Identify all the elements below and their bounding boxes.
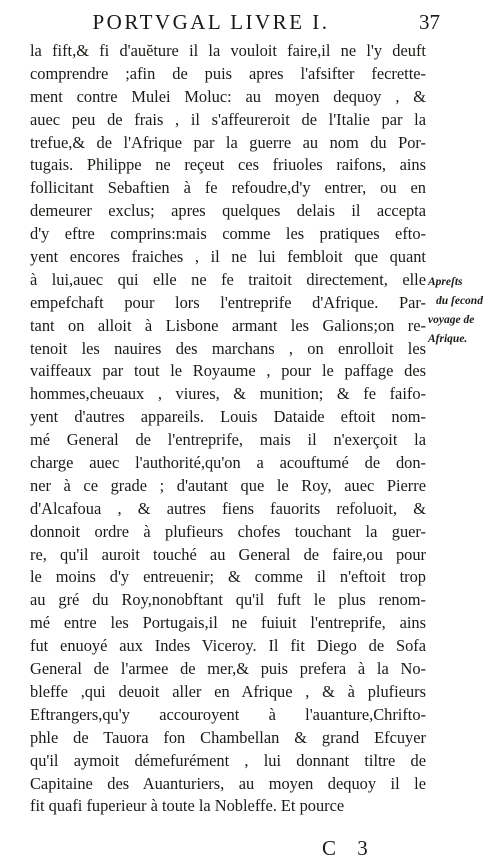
- text-line: follicitant Sebaftien à fe refoudre,d'y entrer, ou en: [30, 178, 426, 198]
- text-line: fut enuoyé aux Indes Viceroy. Il fit Diego de Sofa: [30, 636, 426, 656]
- page-number: 37: [419, 10, 440, 34]
- text-line: qu'il aymoit démefurément , lui donnant tiltre de: [30, 750, 426, 770]
- text-line: mé General de l'entreprife, mais il n'exerçoit la: [30, 430, 426, 450]
- margin-note-line: Apreſts: [428, 276, 463, 288]
- text-line: le moins d'y entreuenir; & comme il n'eftoit trop: [30, 567, 426, 587]
- text-line: la fift,& fi d'auĕture il la vouloit faire,il ne l'y deuft: [30, 41, 426, 60]
- margin-note-line: du ſecond: [436, 295, 483, 307]
- body-text: [30, 40, 426, 818]
- text-line: auec peu de frais , il s'affeureroit de l'Italie par la: [30, 109, 426, 129]
- text-line: General de l'armee de mer,& puis prefera à la No-: [30, 659, 426, 679]
- text-line: phle de Tauora fon Chambellan & grand Efcuyer: [30, 727, 426, 747]
- text-line: trefue,& de l'Afrique par la guerre au nom du Por-: [30, 132, 426, 152]
- text-line: yent encores fraiches , il ne lui fembloit que quant: [30, 247, 426, 267]
- text-line: au gré du Roy,nonobftant qu'il fuft le plus renom-: [30, 590, 426, 610]
- text-line: mé entre les Portugais,il ne fuiuit l'entreprife, ains: [30, 613, 426, 633]
- text-line: bleffe ,qui deuoit aller en Afrique , & à plufieurs: [30, 681, 426, 701]
- text-line: ner à ce grade ; d'autant que le Roy, auec Pierre: [30, 475, 426, 495]
- text-line: Eftrangers,qu'y accouroyent à l'auanture,Chrifto-: [30, 704, 426, 724]
- text-line: re, qu'il auroit touché au General de faire,ou pour: [30, 544, 426, 564]
- text-line: hommes,cheuaux , viures, & munition; & fe faifo-: [30, 384, 426, 404]
- text-line: tant on alloit à Lisbone armant les Galions;on re-: [30, 315, 426, 335]
- text-line: Capitaine des Auanturiers, au moyen dequoy il le: [30, 773, 426, 793]
- page-header: [30, 10, 440, 36]
- margin-note: [428, 273, 494, 349]
- running-head: PORTVGAL LIVRE I.: [92, 10, 330, 34]
- text-line: d'Alcafoua , & autres fiens fauorits refoluoit, &: [30, 498, 426, 518]
- text-line: ment contre Mulei Moluc: au moyen dequoy , &: [30, 86, 426, 106]
- margin-note-line: voyage de: [428, 314, 475, 326]
- text-line: fit quafi fuperieur à toute la Nobleffe. Et pource: [30, 796, 345, 816]
- text-line: vaiffeaux par tout le Royaume , pour le paffage des: [30, 361, 426, 381]
- margin-note-line: Afrique.: [428, 333, 468, 345]
- text-line: yent d'autres appareils. Louis Dataide eftoit nom-: [30, 407, 426, 427]
- text-line: d'y eftre comprins:mais comme les pratiques efto-: [30, 224, 426, 244]
- text-line: empefchaft pour lors l'entreprife d'Afrique. Par-: [30, 292, 426, 312]
- text-line: à lui,auec qui elle ne fe traitoit directement, elle: [30, 269, 426, 289]
- text-line: donnoit ordre à plufieurs chofes touchant la guer-: [30, 521, 426, 541]
- text-line: comprendre ;afin de puis apres l'afsifter fecrette-: [30, 63, 426, 83]
- text-line: tugais. Philippe ne reçeut ces friuoles raifons, ains: [30, 155, 426, 175]
- text-line: charge auec l'authorité,qu'on a acouftumé de don-: [30, 453, 426, 473]
- signature-mark: C 3: [322, 836, 376, 860]
- text-line: tenoit les nauires des marchans , on enrolloit les: [30, 338, 426, 358]
- text-line: demeurer exclus; apres quelques delais il accepta: [30, 201, 426, 221]
